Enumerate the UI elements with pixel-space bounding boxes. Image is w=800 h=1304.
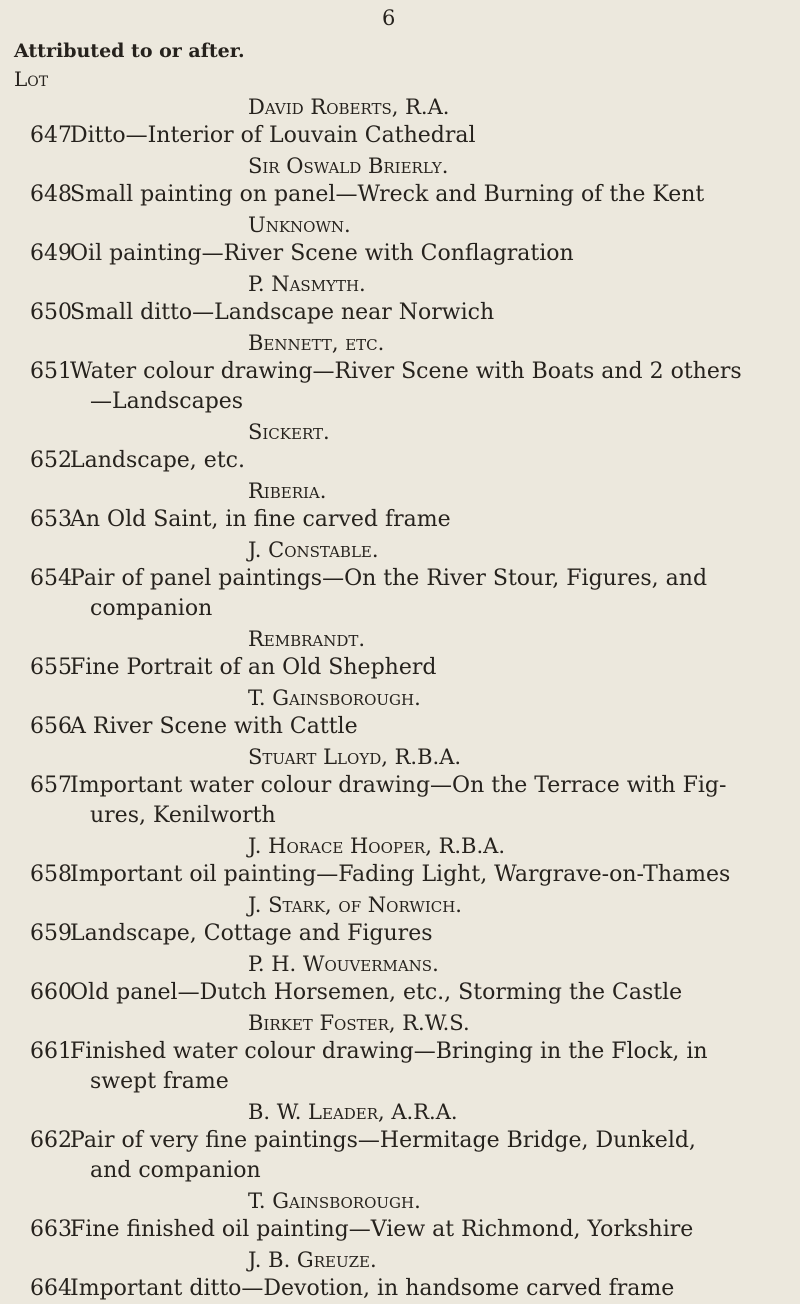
lot-entry bbox=[0, 478, 800, 535]
lot-description: Old panel—Dutch Horsemen, etc., Storming the Castle bbox=[70, 980, 683, 1005]
artist-name: Rembrandt. bbox=[248, 627, 366, 651]
artist-name: T. Gainsborough. bbox=[248, 1189, 421, 1213]
artist-name: Sickert. bbox=[248, 420, 330, 444]
lot-description: Fine finished oil painting—View at Richmond, Yorkshire bbox=[70, 1217, 694, 1242]
lot-entry bbox=[0, 833, 800, 890]
lot-number: 656 bbox=[30, 714, 72, 739]
lot-description: Important water colour drawing—On the Terrace with Fig- bbox=[70, 773, 727, 798]
lot-entry bbox=[0, 212, 800, 269]
lot-description: Pair of very fine paintings—Hermitage Bridge, Dunkeld, bbox=[70, 1128, 696, 1153]
lot-number: 648 bbox=[30, 182, 72, 207]
lot-entry bbox=[0, 626, 800, 683]
lot-number: 658 bbox=[30, 862, 72, 887]
lot-description: Landscape, etc. bbox=[70, 448, 245, 473]
artist-name: Birket Foster, R.W.S. bbox=[248, 1011, 470, 1035]
lot-spacer bbox=[0, 1156, 70, 1186]
artist-name: Unknown. bbox=[248, 213, 351, 237]
lot-spacer bbox=[0, 1067, 70, 1097]
lot-number: 655 bbox=[30, 655, 72, 680]
lot-description: A River Scene with Cattle bbox=[70, 714, 358, 739]
lot-entry bbox=[0, 744, 800, 831]
lot-description-continued: swept frame bbox=[90, 1069, 229, 1094]
lot-description: Important oil painting—Fading Light, Wargrave-on-Thames bbox=[70, 862, 731, 887]
lot-spacer bbox=[0, 801, 70, 831]
lot-entry bbox=[0, 271, 800, 328]
lot-description-continued: companion bbox=[90, 596, 213, 621]
lot-number: 653 bbox=[30, 507, 72, 532]
artist-name: J. B. Greuze. bbox=[248, 1248, 377, 1272]
artist-name: Riberia. bbox=[248, 479, 327, 503]
lot-number: 647 bbox=[30, 123, 72, 148]
lot-spacer bbox=[0, 594, 70, 624]
artist-name: P. H. Wouvermans. bbox=[248, 952, 439, 976]
artist-name: B. W. Leader, A.R.A. bbox=[248, 1100, 458, 1124]
lot-entry bbox=[0, 892, 800, 949]
section-heading: Attributed to or after. bbox=[14, 40, 245, 62]
artist-name: David Roberts, R.A. bbox=[248, 95, 450, 119]
lot-description: Finished water colour drawing—Bringing in the Flock, in bbox=[70, 1039, 708, 1064]
artist-name: Stuart Lloyd, R.B.A. bbox=[248, 745, 462, 769]
lot-number: 651 bbox=[30, 359, 72, 384]
lot-description: Fine Portrait of an Old Shepherd bbox=[70, 655, 437, 680]
lot-description: Pair of panel paintings—On the River Stour, Figures, and bbox=[70, 566, 708, 591]
lot-entry bbox=[0, 1188, 800, 1245]
lot-entry bbox=[0, 1010, 800, 1097]
artist-name: T. Gainsborough. bbox=[248, 686, 421, 710]
lot-number: 652 bbox=[30, 448, 72, 473]
lot-number: 654 bbox=[30, 566, 72, 591]
lot-number: 662 bbox=[30, 1128, 72, 1153]
lot-entry bbox=[0, 537, 800, 624]
lot-description-continued: and companion bbox=[90, 1158, 261, 1183]
lot-spacer bbox=[0, 387, 70, 417]
lot-number: 650 bbox=[30, 300, 72, 325]
artist-name: P. Nasmyth. bbox=[248, 272, 366, 296]
lot-description: Landscape, Cottage and Figures bbox=[70, 921, 433, 946]
lot-entry bbox=[0, 1099, 800, 1186]
lot-number: 661 bbox=[30, 1039, 72, 1064]
lot-entry bbox=[0, 1247, 800, 1304]
page-number: 6 bbox=[382, 6, 397, 30]
lot-description: An Old Saint, in fine carved frame bbox=[70, 507, 451, 532]
lot-number: 657 bbox=[30, 773, 72, 798]
artist-name: J. Constable. bbox=[248, 538, 379, 562]
lot-column-heading: Lot bbox=[14, 67, 49, 91]
lot-number: 663 bbox=[30, 1217, 72, 1242]
lot-description: Ditto—Interior of Louvain Cathedral bbox=[70, 123, 476, 148]
artist-name: J. Horace Hooper, R.B.A. bbox=[248, 834, 506, 858]
lot-description: Water colour drawing—River Scene with Boats and 2 others bbox=[70, 359, 742, 384]
lot-entry bbox=[0, 330, 800, 417]
lot-description-continued: —Landscapes bbox=[90, 389, 244, 414]
lot-number: 659 bbox=[30, 921, 72, 946]
lot-entry bbox=[0, 419, 800, 476]
lot-entry bbox=[0, 94, 800, 151]
artist-name: J. Stark, of Norwich. bbox=[248, 893, 462, 917]
lot-number: 664 bbox=[30, 1276, 72, 1301]
lot-list bbox=[0, 94, 800, 1304]
artist-name: Sir Oswald Brierly. bbox=[248, 154, 449, 178]
lot-description: Important ditto—Devotion, in handsome carved frame bbox=[70, 1276, 675, 1301]
lot-description: Small painting on panel—Wreck and Burning of the Kent bbox=[70, 182, 705, 207]
lot-description: Oil painting—River Scene with Conflagration bbox=[70, 241, 574, 266]
lot-entry bbox=[0, 951, 800, 1008]
lot-number: 649 bbox=[30, 241, 72, 266]
lot-entry bbox=[0, 685, 800, 742]
artist-name: Bennett, etc. bbox=[248, 331, 385, 355]
lot-entry bbox=[0, 153, 800, 210]
lot-description-continued: ures, Kenilworth bbox=[90, 803, 276, 828]
lot-description: Small ditto—Landscape near Norwich bbox=[70, 300, 495, 325]
lot-number: 660 bbox=[30, 980, 72, 1005]
